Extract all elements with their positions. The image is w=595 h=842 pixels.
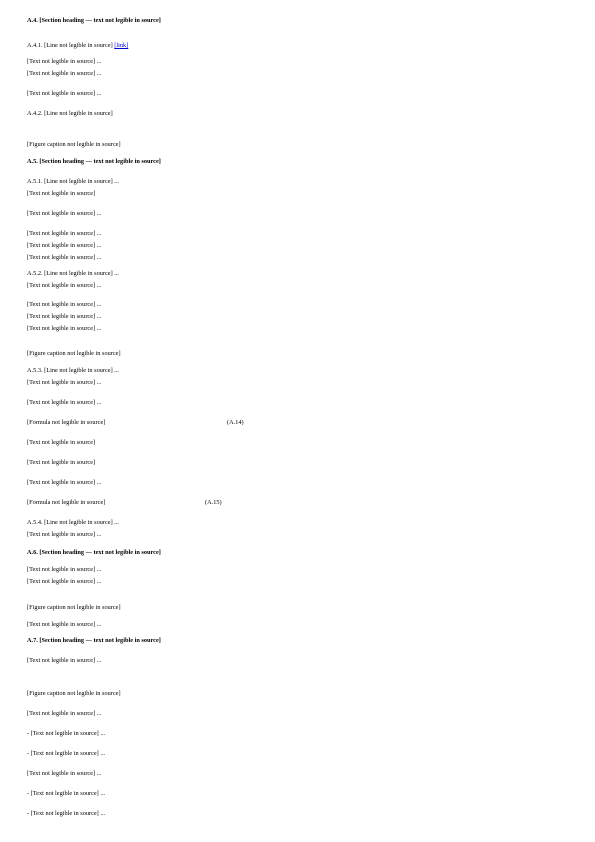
text-line	[27, 301, 565, 309]
line-text: [Text not legible in source] ...	[27, 282, 102, 289]
line-text: A.5.4. [Line not legible in source] ...	[27, 519, 119, 526]
line-text: [Text not legible in source] ...	[27, 566, 102, 573]
text-line	[27, 110, 565, 118]
text-line	[27, 254, 565, 262]
line-text: [Text not legible in source] ...	[27, 710, 102, 717]
line-text: [Text not legible in source] ...	[27, 58, 102, 65]
line-text: [Text not legible in source] ...	[27, 230, 102, 237]
line-text: - [Text not legible in source] ...	[27, 730, 106, 737]
line-text: [Text not legible in source] ...	[27, 399, 102, 406]
text-line	[27, 519, 565, 527]
line-text: [Text not legible in source] ...	[27, 210, 102, 217]
text-line	[27, 499, 565, 507]
line-text: [Text not legible in source]	[27, 459, 96, 466]
text-line	[27, 531, 565, 539]
line-text: [Formula not legible in source]	[27, 419, 106, 426]
text-line	[27, 730, 565, 738]
line-text: - [Text not legible in source] ...	[27, 750, 106, 757]
text-line	[27, 750, 565, 758]
text-line	[27, 657, 565, 665]
text-line	[27, 42, 565, 50]
text-line	[27, 210, 565, 218]
section-heading	[27, 17, 565, 25]
line-text: [Figure caption not legible in source]	[27, 350, 121, 357]
line-text: A.4.2. [Line not legible in source]	[27, 110, 113, 117]
text-line	[27, 242, 565, 250]
text-line	[27, 350, 565, 358]
text-line	[27, 399, 565, 407]
text-line	[27, 282, 565, 290]
line-text: [Figure caption not legible in source]	[27, 690, 121, 697]
text-line	[27, 690, 565, 698]
section-heading	[27, 549, 565, 557]
line-text: [Text not legible in source] ...	[27, 301, 102, 308]
line-text: A.5.1. [Line not legible in source] ...	[27, 178, 119, 185]
line-text: A.5.3. [Line not legible in source] ...	[27, 367, 119, 374]
line-text: [Figure caption not legible in source]	[27, 604, 121, 611]
section-heading	[27, 158, 565, 166]
line-text: [Text not legible in source]	[27, 190, 96, 197]
line-text: [Text not legible in source] ...	[27, 90, 102, 97]
text-line	[27, 419, 565, 427]
line-text: [Text not legible in source] ...	[27, 621, 102, 628]
text-line	[27, 790, 565, 798]
line-text: [Text not legible in source] ...	[27, 325, 102, 332]
text-line	[27, 578, 565, 586]
formula-number: (A.15)	[205, 499, 222, 506]
line-text: [Text not legible in source] ...	[27, 379, 102, 386]
text-line	[27, 621, 565, 629]
text-line	[27, 325, 565, 333]
line-text: A.4. [Section heading — text not legible in source]	[27, 17, 161, 24]
line-text: A.6. [Section heading — text not legible in source]	[27, 549, 161, 556]
text-line	[27, 367, 565, 375]
text-line	[27, 810, 565, 818]
line-text: [Text not legible in source] ...	[27, 313, 102, 320]
line-text: A.4.1. [Line not legible in source]	[27, 42, 115, 49]
line-text: [Text not legible in source] ...	[27, 479, 102, 486]
text-line	[27, 439, 565, 447]
text-line	[27, 313, 565, 321]
section-heading	[27, 637, 565, 645]
line-text: [Text not legible in source] ...	[27, 578, 102, 585]
text-line	[27, 90, 565, 98]
line-text: A.7. [Section heading — text not legible in source]	[27, 637, 161, 644]
line-text: A.5.2. [Line not legible in source] ...	[27, 270, 119, 277]
line-text: [Text not legible in source] ...	[27, 70, 102, 77]
line-text: [Figure caption not legible in source]	[27, 141, 121, 148]
line-text: [Text not legible in source] ...	[27, 254, 102, 261]
text-line	[27, 604, 565, 612]
text-line	[27, 770, 565, 778]
line-text: [Text not legible in source]	[27, 439, 96, 446]
text-line	[27, 710, 565, 718]
line-text: [Text not legible in source] ...	[27, 242, 102, 249]
text-line	[27, 230, 565, 238]
text-line	[27, 178, 565, 186]
formula-number: (A.14)	[227, 419, 244, 426]
text-line	[27, 379, 565, 387]
line-text: A.5. [Section heading — text not legible in source]	[27, 158, 161, 165]
line-text: [Text not legible in source] ...	[27, 770, 102, 777]
text-line	[27, 70, 565, 78]
text-line	[27, 270, 565, 278]
reference-link[interactable]: [link]	[114, 42, 129, 49]
line-text: [Text not legible in source] ...	[27, 531, 102, 538]
text-line	[27, 141, 565, 149]
line-text: [Formula not legible in source]	[27, 499, 106, 506]
text-line	[27, 459, 565, 467]
line-text: - [Text not legible in source] ...	[27, 790, 106, 797]
line-text: [Text not legible in source] ...	[27, 657, 102, 664]
text-line	[27, 479, 565, 487]
text-line	[27, 190, 565, 198]
line-text: - [Text not legible in source] ...	[27, 810, 106, 817]
text-line	[27, 566, 565, 574]
text-line	[27, 58, 565, 66]
